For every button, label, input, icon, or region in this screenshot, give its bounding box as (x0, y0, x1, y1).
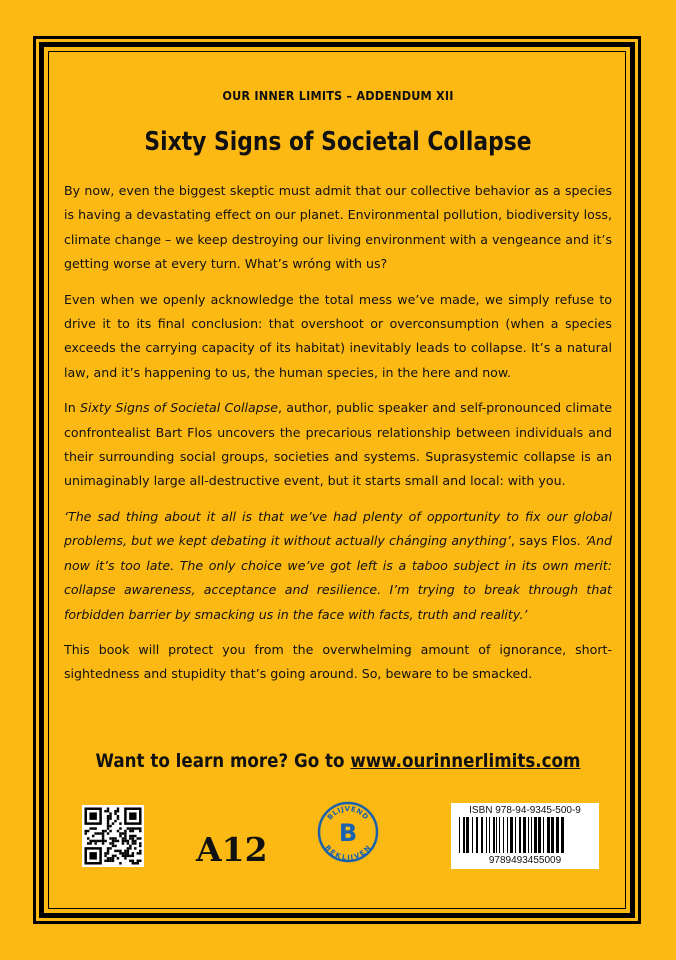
paragraph-3-book-title: Sixty Signs of Societal Collapse (79, 400, 279, 416)
paragraph-3-lead: In (64, 400, 80, 416)
call-to-action (41, 750, 636, 772)
quote-attribution: , says Flos. (510, 533, 585, 549)
quote-part-1: ‘The sad thing about it all is that we’ve had plenty of opportunity to fix our global problems, but we kept debating it without actually chánging anything’ (64, 508, 612, 549)
isbn-number: ISBN 978-94-9345-500-9 (469, 805, 581, 816)
qr-code-icon[interactable] (82, 805, 144, 867)
book-title: Sixty Signs of Societal Collapse (144, 127, 532, 157)
isbn-barcode (451, 803, 599, 869)
paragraph-4 (64, 505, 612, 627)
paragraph-5: This book will protect you from the overwhelming amount of ignorance, short-sightedness and stupidity that’s going around. So, beware to be smacked. (64, 641, 612, 682)
series-label: OUR INNER LIMITS – ADDENDUM XII (222, 88, 454, 103)
cta-text: Want to learn more? Go to (95, 750, 351, 772)
blurb (64, 179, 612, 698)
logo-letter: B (338, 819, 358, 847)
paragraph-3-rest: , author, public speaker and self-pronounced climate confrontealist Bart Flos uncovers the precarious relationship between individuals and their surrounding social groups, societies and systems. Suprasystemic collapse is an unimaginably large all-destructive event, but it starts small and local: with you. (64, 400, 613, 489)
logo-text-top: BLIJVEND (325, 804, 371, 822)
publisher-logo (316, 800, 380, 864)
paragraph-1: By now, even the biggest skeptic must admit that our collective behavior as a species is having a devastating effect on our planet. Environmental pollution, biodiversity loss, climate change – we keep destroying our living environment with a vengeance and it’s getting worse at every turn. What’s wróng with us? (64, 183, 612, 272)
volume-code: A12 (196, 830, 268, 869)
logo-text-bottom: BEKLIJVEN (323, 843, 373, 862)
paragraph-3 (64, 396, 612, 494)
paragraph-2: Even when we openly acknowledge the total mess we’ve made, we simply refuse to drive it to its final conclusion: that overshoot or overconsumption (when a species exceeds the carrying capacity of its habitat) inevitably leads to collapse. It’s a natural law, and it’s happening to us, the human species, in the here and now. (64, 291, 612, 380)
ean-number: 9789493455009 (488, 855, 562, 866)
website-link[interactable]: www.ourinnerlimits.com (350, 750, 581, 772)
barcode-icon (457, 817, 593, 853)
quote-part-2: ‘And now it’s too late. The only choice we’ve got left is a taboo subject in its own merit: collapse awareness, acceptance and resilience. I’m trying to break through that forbidden barrier by smacking us in the face with facts, truth and reality.’ (64, 533, 612, 622)
